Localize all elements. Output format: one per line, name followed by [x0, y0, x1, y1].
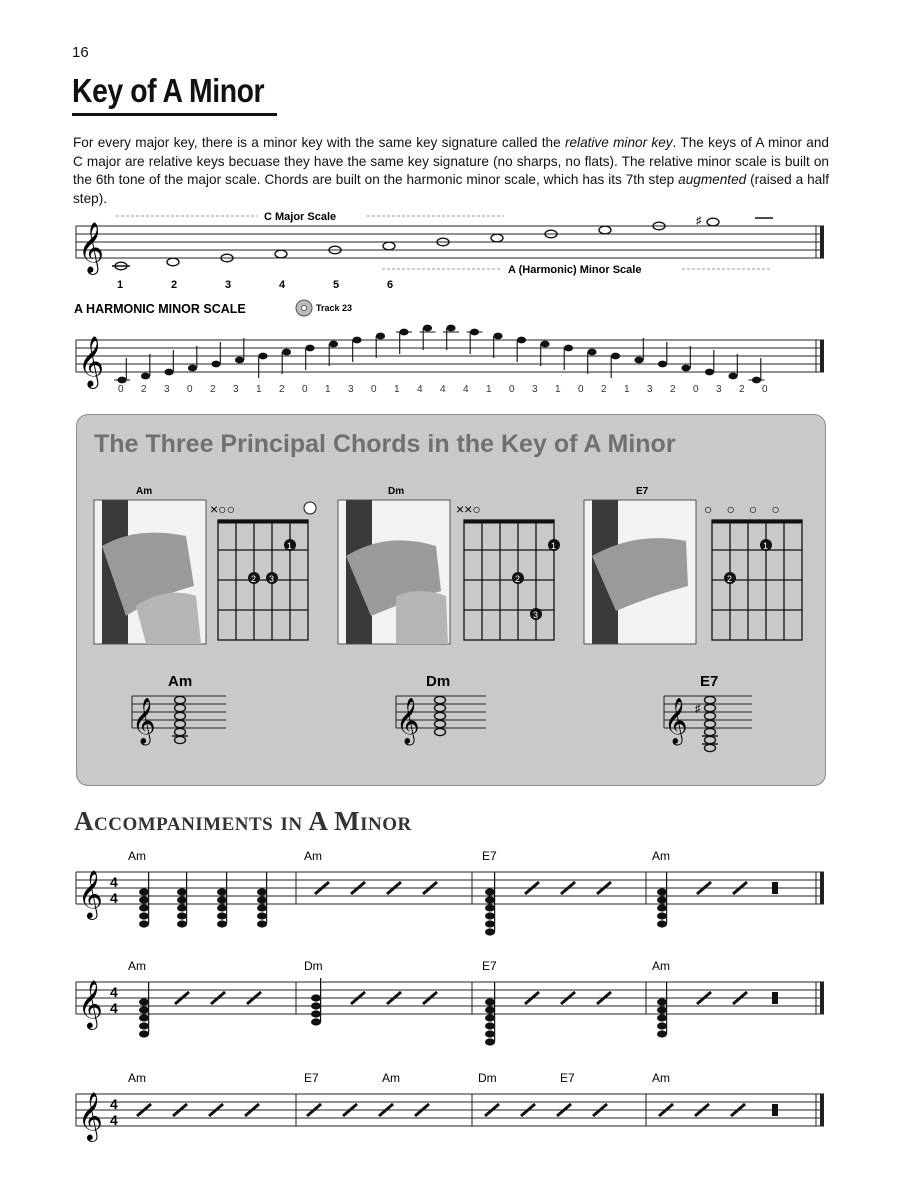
scale-note [423, 325, 432, 332]
svg-text:4: 4 [463, 384, 469, 395]
treble-clef-icon: 𝄞 [78, 870, 103, 917]
quarter-rest [772, 882, 778, 894]
scale-degree: 4 [279, 279, 286, 291]
chord-staff-label: Am [168, 673, 193, 690]
chord-note [485, 1022, 495, 1029]
svg-text:0: 0 [509, 384, 515, 395]
treble-clef-icon: 𝄞 [396, 699, 420, 743]
chord-note [485, 912, 495, 919]
chord-note [257, 920, 267, 927]
svg-text:0: 0 [762, 384, 768, 395]
chord-note [485, 998, 495, 1005]
scale-note [681, 365, 690, 372]
scale-note [446, 325, 455, 332]
svg-text:1: 1 [394, 384, 400, 395]
svg-text:1: 1 [763, 541, 769, 551]
chord-symbol: Am [652, 1071, 670, 1085]
chord-note [311, 1018, 321, 1025]
chord-note [657, 920, 667, 927]
harmonic-minor-scale-heading: A HARMONIC MINOR SCALE [74, 302, 246, 316]
svg-text:3: 3 [269, 574, 275, 584]
svg-text:3: 3 [164, 384, 170, 395]
svg-text:3: 3 [716, 384, 722, 395]
svg-text:2: 2 [601, 384, 607, 395]
chord-note [139, 1030, 149, 1037]
svg-text:2: 2 [279, 384, 285, 395]
scale-note [611, 353, 620, 360]
scale-note [728, 373, 737, 380]
chord-note [657, 1022, 667, 1029]
svg-text:2: 2 [670, 384, 676, 395]
chord-note [177, 896, 187, 903]
hand-photo-am [94, 500, 206, 644]
svg-text:1: 1 [256, 384, 262, 395]
page-number: 16 [72, 44, 89, 61]
svg-text:1: 1 [486, 384, 492, 395]
scale-note [658, 361, 667, 368]
scale-note [305, 345, 314, 352]
svg-text:3: 3 [533, 610, 539, 620]
chord-symbol: Am [382, 1071, 400, 1085]
chord-note [139, 920, 149, 927]
chord-photo-label: Dm [388, 486, 405, 497]
chord-note [311, 994, 321, 1001]
scale-note [258, 353, 267, 360]
chord-note [485, 1006, 495, 1013]
chord-note [657, 1014, 667, 1021]
svg-text:0: 0 [302, 384, 308, 395]
chord-grid-am [218, 520, 308, 640]
chord-diagrams [76, 476, 824, 776]
treble-clef-icon: 𝄞 [78, 337, 105, 386]
scale-note [564, 345, 573, 352]
svg-text:2: 2 [739, 384, 745, 395]
svg-text:0: 0 [578, 384, 584, 395]
intro-paragraph: For every major key, there is a minor key with the same key signature called the relative minor key. The keys of A minor and C major are relative keys becuase they have the same key signature (no sharps, no flats). The relative minor scale is built on the 6th tone of the major scale. Chords are built on the harmonic minor scale, which has its 7th step augmented (raised a half step). [73, 135, 830, 206]
chord-note [139, 1006, 149, 1013]
scale-note [634, 357, 643, 364]
scale-note [211, 361, 220, 368]
svg-text:3: 3 [532, 384, 538, 395]
chord-note [177, 912, 187, 919]
chord-note [485, 1038, 495, 1045]
chord-note [139, 888, 149, 895]
chord-note [485, 888, 495, 895]
scale-note [587, 349, 596, 356]
svg-text:4: 4 [440, 384, 446, 395]
scale-note [540, 341, 549, 348]
chord-note [217, 920, 227, 927]
fingering-row [118, 384, 768, 395]
chord-symbol: Am [128, 1071, 146, 1085]
svg-text:2: 2 [515, 574, 521, 584]
svg-text:4: 4 [417, 384, 423, 395]
scale-degree: 1 [117, 279, 124, 291]
chord-symbol: Dm [304, 959, 323, 973]
chord-staff-label: Dm [426, 673, 451, 690]
scale-note [517, 337, 526, 344]
chord-note [139, 1022, 149, 1029]
chord-note [485, 1014, 495, 1021]
chord-symbol: E7 [482, 959, 497, 973]
svg-text:1: 1 [325, 384, 331, 395]
scale-degree: 2 [171, 279, 178, 291]
chord-symbol: Am [652, 849, 670, 863]
string-markers: ○○○○ [704, 501, 794, 517]
page-title: Key of A Minor [72, 72, 265, 109]
chord-note [217, 912, 227, 919]
scale-degree: 3 [225, 279, 232, 291]
scale-note [141, 373, 150, 380]
a-minor-scale-label: A (Harmonic) Minor Scale [508, 264, 642, 276]
chord-symbol: E7 [482, 849, 497, 863]
chord-note [177, 888, 187, 895]
accompaniments-heading: Accompaniments in A Minor [74, 806, 412, 836]
chord-note [257, 912, 267, 919]
time-signature: 4 [110, 874, 118, 890]
chord-note [257, 888, 267, 895]
chord-note [139, 998, 149, 1005]
chord-note [257, 904, 267, 911]
svg-text:0: 0 [371, 384, 377, 395]
chord-note [177, 920, 187, 927]
scale-note [493, 333, 502, 340]
chord-note [657, 896, 667, 903]
scale-notes [114, 325, 765, 384]
scale-note [352, 337, 361, 344]
hand-photo-dm [338, 500, 450, 644]
accompaniment-staves [72, 846, 832, 1146]
treble-clef-icon: 𝄞 [78, 1092, 103, 1139]
chord-note [217, 904, 227, 911]
treble-clef-icon: 𝄞 [78, 223, 105, 272]
chord-note [485, 1030, 495, 1037]
chord-note [139, 904, 149, 911]
scale-note [164, 369, 173, 376]
string-markers: ××○ [456, 501, 481, 517]
svg-text:1: 1 [624, 384, 630, 395]
svg-text:2: 2 [727, 574, 733, 584]
svg-text:2: 2 [210, 384, 216, 395]
hand-photo-e7 [584, 500, 696, 644]
chord-staff-label: E7 [700, 673, 719, 690]
chord-panel-title: The Three Principal Chords in the Key of A Minor [94, 430, 676, 458]
svg-text:3: 3 [647, 384, 653, 395]
quarter-rest [772, 1104, 778, 1116]
chord-note [657, 998, 667, 1005]
scale-note [282, 349, 291, 356]
svg-text:1: 1 [287, 541, 293, 551]
title-underline [72, 113, 277, 116]
scale-note [235, 357, 244, 364]
svg-text:0: 0 [187, 384, 193, 395]
chord-note [657, 1006, 667, 1013]
svg-text:4: 4 [110, 1000, 118, 1016]
chord-photo-label: E7 [636, 486, 649, 497]
svg-text:1: 1 [551, 541, 557, 551]
chord-symbol: Am [128, 849, 146, 863]
chord-note [311, 1002, 321, 1009]
chord-grid-dm [464, 520, 557, 640]
chord-note [485, 896, 495, 903]
chord-note [485, 920, 495, 927]
scale-degree: 6 [387, 279, 394, 291]
scale-note [329, 341, 338, 348]
chord-note [139, 912, 149, 919]
chord-note [139, 1014, 149, 1021]
treble-clef-icon: 𝄞 [78, 980, 103, 1027]
chord-note [657, 1030, 667, 1037]
sharp-sign: ♯ [695, 703, 701, 715]
time-signature: 4 [110, 984, 118, 1000]
chord-note [311, 1010, 321, 1017]
svg-text:2: 2 [251, 574, 257, 584]
chord-symbol: E7 [560, 1071, 575, 1085]
chord-symbol: Am [652, 959, 670, 973]
sharp-sign: ♯ [696, 215, 702, 227]
svg-text:0: 0 [693, 384, 699, 395]
svg-text:4: 4 [110, 1112, 118, 1128]
chord-symbol: Am [304, 849, 322, 863]
harmonic-minor-heading [72, 298, 392, 322]
scale-note [705, 369, 714, 376]
chord-note [485, 904, 495, 911]
chord-note [257, 896, 267, 903]
scale-note [188, 365, 197, 372]
chord-note [657, 904, 667, 911]
chord-symbol: Dm [478, 1071, 497, 1085]
chord-symbol: E7 [304, 1071, 319, 1085]
chord-note [485, 928, 495, 935]
treble-clef-icon: 𝄞 [132, 699, 156, 743]
string-markers: ×○○ [210, 501, 236, 517]
chord-symbol: Am [128, 959, 146, 973]
scale-comparison-staff [72, 206, 832, 296]
chord-note [217, 896, 227, 903]
time-signature: 4 [110, 1096, 118, 1112]
chord-note [177, 904, 187, 911]
quarter-rest [772, 992, 778, 1004]
svg-text:2: 2 [141, 384, 147, 395]
treble-clef-icon: 𝄞 [664, 699, 688, 743]
svg-text:1: 1 [555, 384, 561, 395]
harmonic-minor-staff [72, 322, 832, 400]
chord-note [217, 888, 227, 895]
scale-note [376, 333, 385, 340]
scale-degree: 5 [333, 279, 340, 291]
track-label: Track 23 [316, 303, 353, 313]
svg-text:3: 3 [348, 384, 354, 395]
chord-note [657, 912, 667, 919]
chord-note [139, 896, 149, 903]
chord-note [657, 888, 667, 895]
c-major-scale-label: C Major Scale [264, 211, 337, 223]
svg-text:4: 4 [110, 890, 118, 906]
svg-text:3: 3 [233, 384, 239, 395]
chord-photo-label: Am [136, 486, 153, 497]
svg-text:0: 0 [118, 384, 124, 395]
